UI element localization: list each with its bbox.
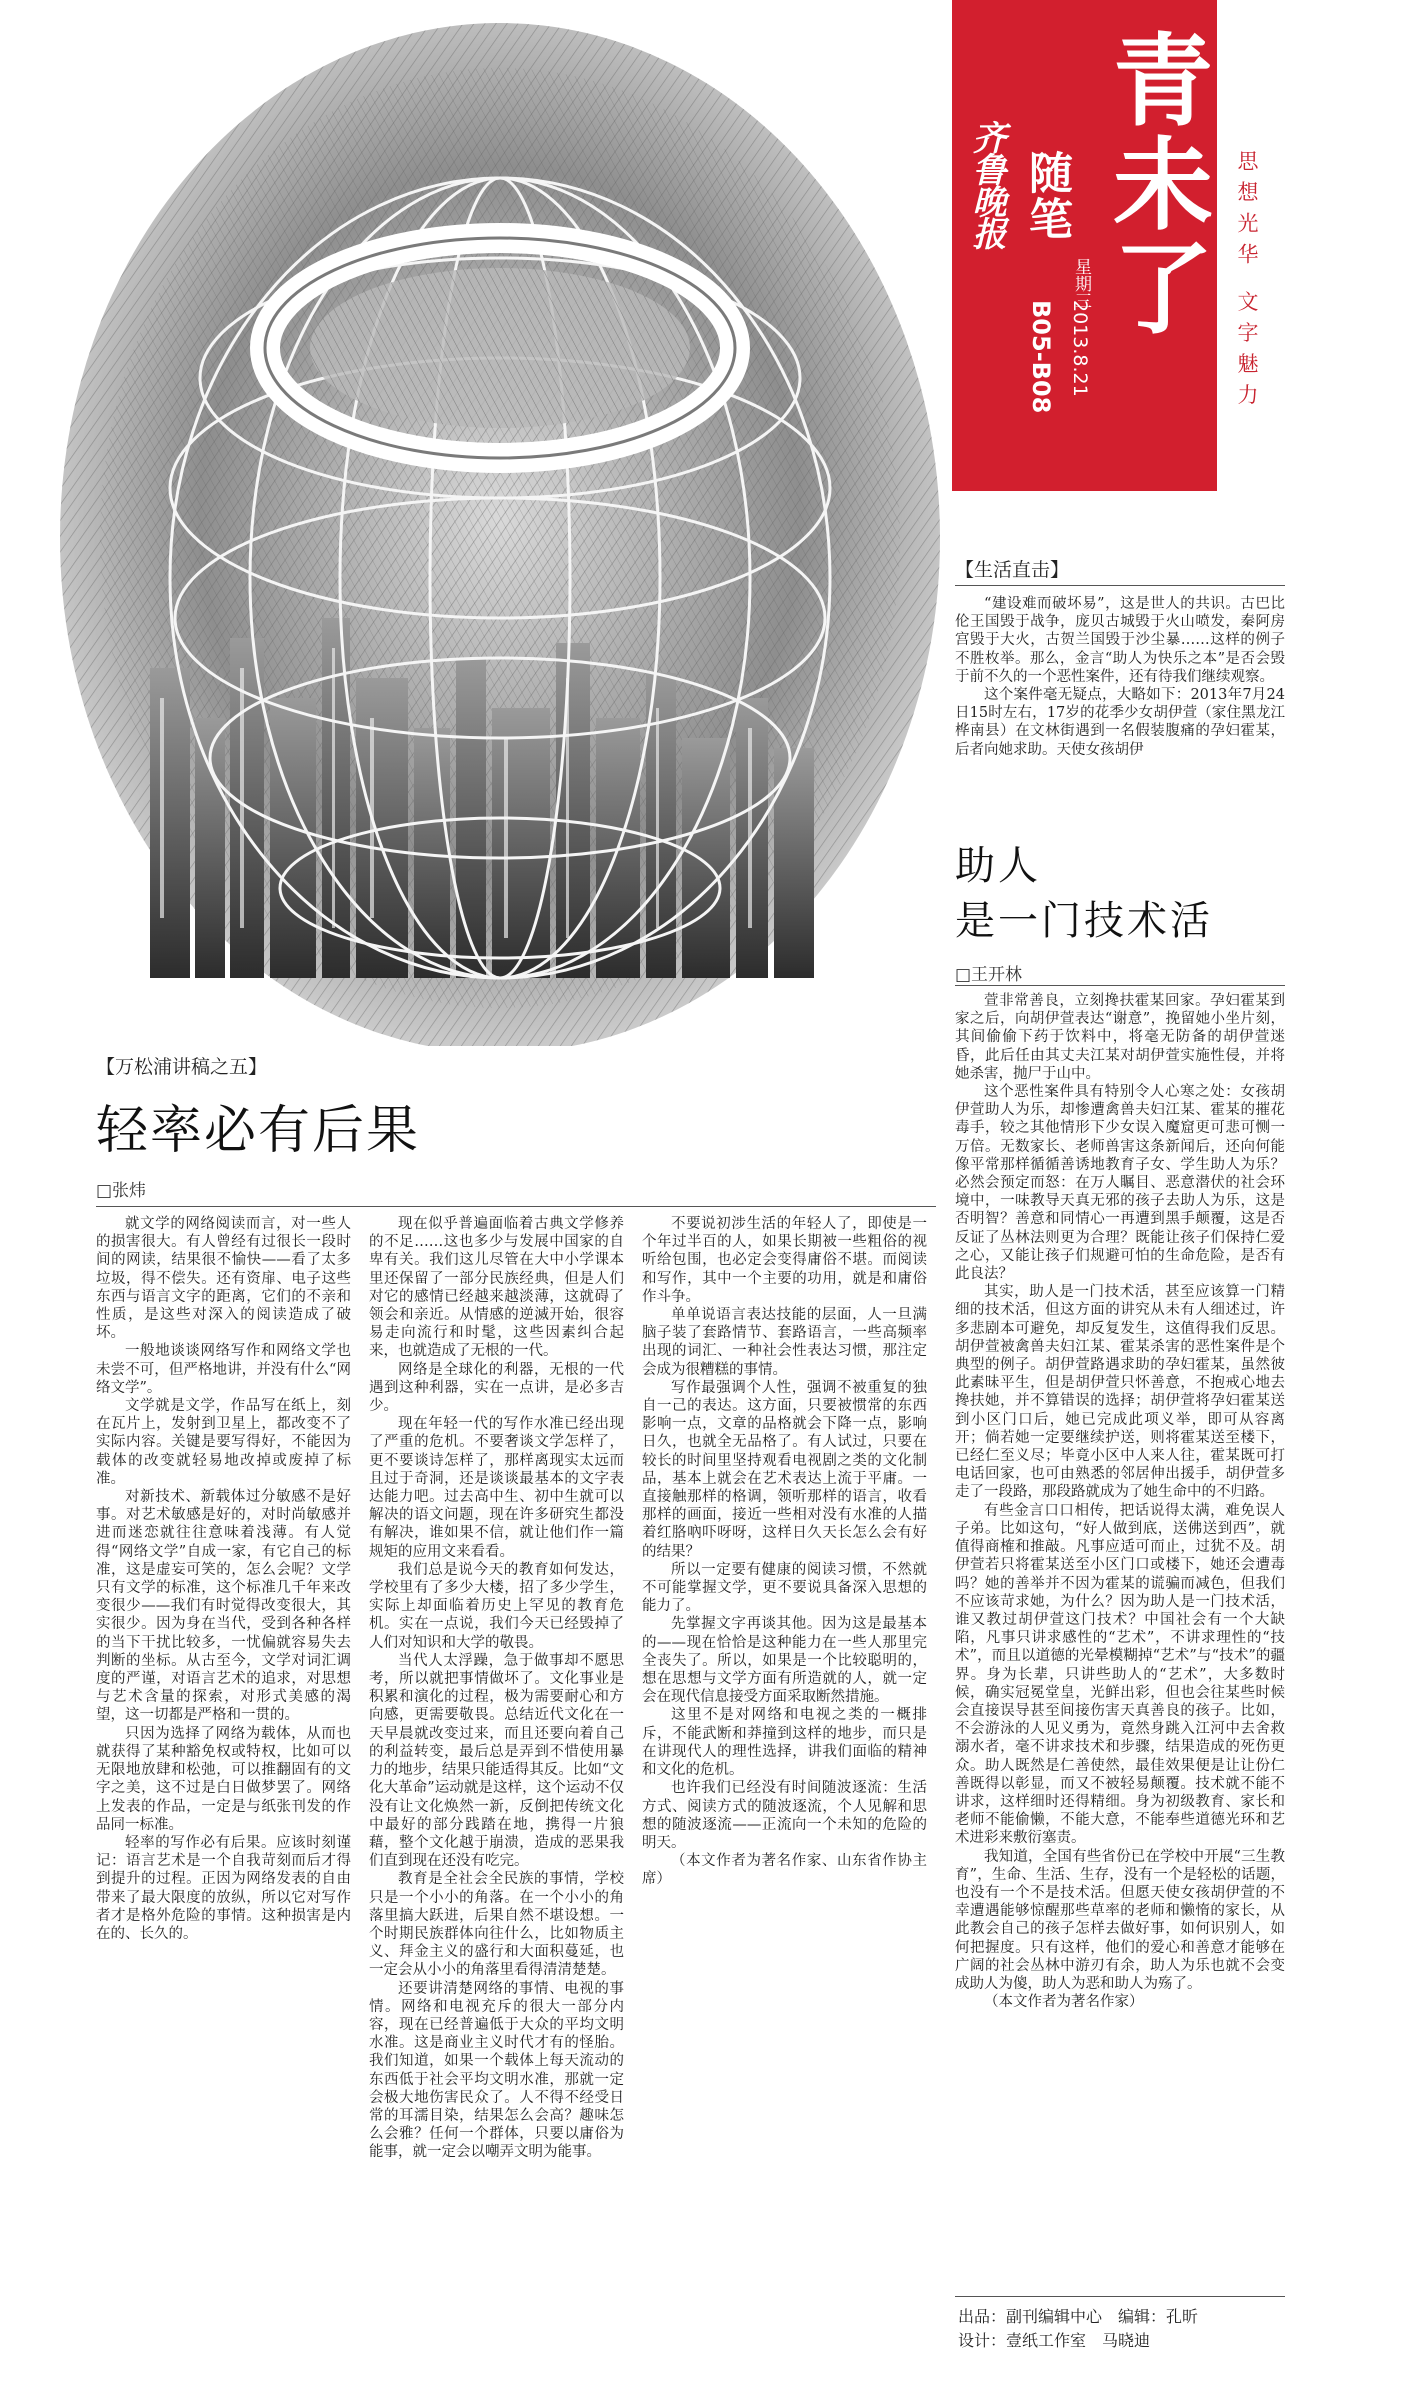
city-dome-illustration: [60, 18, 940, 1046]
credits: [958, 2305, 1198, 2353]
weekday: 星期三: [1071, 258, 1091, 309]
article1-paragraph: 轻率的写作必有后果。应该时刻谨记：语言艺术是一个自我苛刻而后才得到提升的过程。正因为网络发表的自由带来了最大限度的放纵，所以它对写作者才是格外危险的事情。这种损害是内在的、长久的。: [96, 1834, 351, 1942]
article1-paragraph: 也许我们已经没有时间随波逐流：生活方式、阅读方式的随波逐流，个人见解和思想的随波逐流——正流向一个未知的危险的明天。: [642, 1780, 927, 1851]
credits-producer-editor: 出品：副刊编辑中心 编辑：孔昕: [958, 2307, 1199, 2326]
article2-paragraph: 我知道，全国有些省份已在学校中开展“三生教育”，生命、生活、生存，没有一个是轻松的话题，也没有一个不是技术活。但愿天使女孩胡伊萱的不幸遭遇能够惊醒那些草率的老师和懒惰的家长，从此教会自己的孩子怎样去做好事，如何识别人，如何把握度。只有这样，他们的爱心和善意才能够在广阔的社会丛林中游刃有余，助人为乐也就不会变成助人为傻，助人为恶和助人为殇了。: [955, 1848, 1285, 1992]
article1-paragraph: 我们总是说今天的教育如何发达，学校里有了多少大楼，招了多少学生，实际上却面临着历史上罕见的教育危机。实在一点说，我们今天已经毁掉了人们对知识和大学的敬畏。: [369, 1561, 624, 1651]
article1-paragraph: 只因为选择了网络为载体，从而也就获得了某种豁免权或特权，比如可以无限地放肆和松弛，可以推翻固有的文字之美，这不过是白日做梦罢了。网络上发表的作品，一定是与纸张刊发的作品同一标准。: [96, 1725, 351, 1833]
article1-paragraph: （本文作者为著名作家、山东省作协主席）: [642, 1853, 927, 1888]
article2-body: [955, 992, 1285, 2270]
credits-design: 设计：壹纸工作室 马晓迪: [958, 2331, 1151, 2350]
article1-paragraph: 单单说语言表达技能的层面，人一旦满脑子装了套路情节、套路语言，一些高频率出现的词汇、一种社会性表达习惯，那注定会成为很糟糕的事情。: [642, 1307, 927, 1378]
page-range: B05-B08: [1027, 300, 1055, 414]
section-name: 随笔: [1021, 150, 1072, 242]
article2-headline-line1: 助人: [955, 843, 1041, 889]
masthead-title: 青未了: [1096, 28, 1213, 340]
article1-paragraph: 现在似乎普遍面临着古典文学修养的不足……这也多少与发展中国家的自卑有关。我们这儿尽管在大中小学课本里还保留了一部分民族经典，但是人们对它的感情已经越来越淡薄，这就碍了领会和亲近。从情感的逆滅开始，很容易走向流行和时髦，这些因素纠合起来，也就造成了无根的一代。: [369, 1216, 624, 1360]
article1-paragraph: 当代人太浮躁，急于做事却不愿思考，所以就把事情做坏了。文化事业是积累和演化的过程，极为需要耐心和方向感，更需要敬畏。总结近代文化在一天早晨就改变过来，而且还要向着自己的利益转变，最后总是弄到不惜使用暴力的地步，结果只能适得其反。比如“文化大革命”运动就是这样，这个运动不仅没有让文化焕然一新，反倒把传统文化中最好的部分践踏在地，携得一片狼藉，整个文化越于崩溃，造成的恶果我们直到现在还没有吃完。: [369, 1652, 624, 1870]
article1-paragraph: 还要讲清楚网络的事情、电视的事情。网络和电视充斥的很大一部分内容，现在已经普遍低于大众的平均文明水准。这是商业主义时代才有的怪胎。我们知道，如果一个载体上每天流动的东西低于社会平均文明水准，那就一定会极大地伤害民众了。人不得不经受日常的耳濡目染，结果怎么会高？趣味怎么会雅？任何一个群体，只要以庸俗为能事，就一定会以嘲弄文明为能事。: [369, 1980, 624, 2161]
article2-paragraph: “建设难而破坏易”，这是世人的共识。古巴比伦王国毁于战争，庞贝古城毁于火山喷发，秦阿房宫毁于大火，古贺兰国毁于沙尘暴……这样的例子不胜枚举。那么，金言“助人为快乐之本”是否会毁于前不久的一个恶性案件，还有待我们继续观察。: [955, 596, 1285, 685]
article1-paragraph: 对新技术、新载体过分敏感不是好事。对艺术敏感是好的，对时尚敏感并进而迷恋就往往意味着浅薄。有人觉得“网络文学”自成一家，有它自己的标准，这是虚妄可笑的，怎么会呢？文学只有文学的标准，这个标准几千年来改变很少——我们有时觉得改变很大，其实很少。因为身在当代，受到各种各样的当下干扰比较多，一忧偏就容易失去判断的坐标。从古至今，文学对词汇调度的严谨，对语言艺术的追求，对思想与艺术含量的探索，对形式美感的渴望，这一切都是严格和一贯的。: [96, 1489, 351, 1724]
article2-paragraph: 萱非常善良，立刻搀扶霍某回家。孕妇霍某到家之后，向胡伊萱表达“谢意”，挽留她小坐片刻，其间偷偷下药于饮料中，将毫无防备的胡伊萱迷昏，此后任由其丈夫江某对胡伊萱实施性侵，并将她杀害，抛尸于山中。: [955, 993, 1285, 1082]
article1-paragraph: 就文学的网络阅读而言，对一些人的损害很大。有人曾经有过很长一段时间的网读，结果很不愉快——看了太多垃圾，得不偿失。还有资扉、电子这些东西与语言文字的距离，它们的不亲和性质，是这些对深入的阅读造成了破坏。: [96, 1216, 351, 1342]
article1-paragraph: 所以一定要有健康的阅读习惯，不然就不可能掌握文学，更不要说具备深入思想的能力了。: [642, 1561, 927, 1615]
article2-paragraph: （本文作者为著名作家）: [984, 1994, 1144, 2011]
article2-byline: □王开林: [955, 965, 1023, 985]
article1-paragraph: 一般地谈谈网络写作和网络文学也未尝不可，但严格地讲，并没有什么“网络文学”。: [96, 1343, 351, 1396]
article1-paragraph: 这里不是对网络和电视之类的一概排斥，不能武断和莽撞到这样的地步，而只是在讲现代人的理性选择，讲我们面临的精神和文化的危机。: [642, 1707, 927, 1779]
publication-date: 2013.8.21: [1069, 300, 1091, 397]
article1-paragraph: 文学就是文学，作品写在纸上，刻在瓦片上，发射到卫星上，都改变不了实际内容。关键是要写得好，不能因为载体的改变就轻易地改掉或废掉了标准。: [96, 1398, 351, 1487]
article1-paragraph: 网络是全球化的利器，无根的一代遇到这种利器，实在一点讲，是必多吉少。: [369, 1361, 624, 1415]
article2-paragraph: 这个案件毫无疑点，大略如下：2013年7月24日15时左右，17岁的花季少女胡伊萱（家住黑龙江桦南县）在文林街遇到一名假装腹痛的孕妇霍某，后者向她求助。天使女孩胡伊: [955, 687, 1285, 758]
article2-divider: [955, 985, 1285, 986]
paper-name-logo: 齐鲁晚报: [966, 120, 1006, 248]
article1-paragraph: 先掌握文字再谈其他。因为这是最基本的——现在恰恰是这种能力在一些人那里完全丧失了。所以，如果是一个比较聪明的，想在思想与文学方面有所造就的人，就一定会在现代信息接受方面采取断然措施。: [642, 1616, 927, 1706]
article1-paragraph: 教育是全社会全民族的事情，学校只是一个小小的角落。在一个小小的角落里搞大跃进，后果自然不堪设想。一个时期民族群体向往什么，比如物质主义、拜金主义的盛行和大面积蔓延，也一定会从小小的角落里看得清清楚楚。: [369, 1871, 624, 1979]
article1-paragraph: 不要说初涉生活的年轻人了，即使是一个年过半百的人，如果长期被一些粗俗的视听给包围，也必定会变得庸俗不堪。而阅读和写作，其中一个主要的功用，就是和庸俗作斗争。: [642, 1216, 927, 1305]
article1-series-tag: 【万松浦讲稿之五】: [96, 1056, 268, 1078]
article2-paragraph: 这个恶性案件具有特别令人心寒之处：女孩胡伊萱助人为乐，却惨遭禽兽夫妇江某、霍某的摧花毒手，较之其他情形下少女误入魔窟更可悲可恻一万倍。无数家长、老师兽害这条新闻后，还向何能像平常那样循循善诱地教育子女、学生助人为乐？必然会预定而怒：在万人瞩目、恶意潜伏的社会环境中，一味教导天真无邪的孩子去助人为乐，这是否明智？善意和同情心一再遭到黑手颠覆，这是否反证了丛林法则更为合理？既能让孩子们保持仁爱之心，又能让孩子们规避可怕的生命危险，是否有此良法？: [955, 1084, 1285, 1283]
article2-tag: 【生活直击】: [955, 559, 1070, 581]
article1-paragraph: 写作最强调个人性，强调不被重复的独自一己的表达。这方面，只要被惯常的东西影响一点，文章的品格就会下降一点，影响日久，也就全无品格了。有人试过，只要在较长的时间里坚持观看电视剧之类的文化制品，基本上就会在艺术表达上流于平庸。一直接触那样的格调，领听那样的语言，收看那样的画面，接近一些相对没有水准的人描着红胳吶吓呀呀，这样日久天长怎么会有好的结果？: [642, 1379, 927, 1560]
article1-column-2: [369, 1215, 624, 2300]
article1-byline: □张炜: [96, 1181, 147, 1201]
article1-paragraph: 现在年轻一代的写作水准已经出现了严重的危机。不要奢谈文学怎样了，更不要谈诗怎样了，那样离现实太远而且过于奇洞，还是谈谈最基本的文字表达能力吧。过去高中生、初中生就可以解决的语文问题，现在许多研究生都没有解决，谁如果不信，就让他们作一篇规矩的应用文来看看。: [369, 1416, 624, 1560]
article2-paragraph: 其实，助人是一门技术活，甚至应该算一门精细的技术活，但这方面的讲究从未有人细述过，许多悲剧本可避免，却反复发生，这值得我们反思。胡伊萱被禽兽夫妇江某、霍某杀害的恶性案件是个典型的例子。胡伊萱路遇求助的孕妇霍某，虽然彼此素昧平生，但是胡伊萱只怀善意，不抱戒心地去搀扶她，并不算错误的选择；胡伊萱将孕妇霍某送到小区门口后，她已完成此项义举，即可从容离开；倘若她一定要继续护送，则将霍某送至楼下，已经仁至义尽；毕竟小区中人来人往，霍某既可打电话回家，也可由熟悉的邻居伸出援手，胡伊萱多走了一段路，那段路就成为了她生命中的不归路。: [955, 1284, 1285, 1501]
credits-divider: [955, 2296, 1285, 2297]
article1-headline: 轻率必有后果: [96, 1101, 421, 1161]
article2-headline-line2: 是一门技术活: [955, 898, 1213, 944]
article2-paragraph: 有些金言口口相传，把话说得太满，难免误人子弟。比如这句，“好人做到底，送佛送到西”，就值得商榷和推敲。凡事应适可而止，过犹不及。胡伊萱若只将霍某送至小区门口或楼下，她还会遭毒吗？她的善举并不因为霍某的谎骗而减色，但我们不应该苛求她，为什么？因为助人是一门技术活，谁又教过胡伊萱这门技术？中国社会有一个大缺陷，凡事只讲求感性的“艺术”，不讲求理性的“技术”，而且以道德的光晕模糊掉“艺术”与“技术”的疆界。身为长辈，只讲些助人的“艺术”，大多数时候，确实冠冕堂皇，光鲜出彩，但也会往某些时候会直接误导甚至间接伤害天真善良的孩子。比如，不会游泳的人见义勇为，竟然身跳入江河中去舍救溺水者，毫不讲求技术和步骤，结果造成的死伤更众。助人既然是仁善使然，最佳效果便是让让份仁善既得以彰显，而又不被轻易颠覆。技术就不能不讲求，这样细时还得精细。身为初级教育、家长和老师不能偷懒，不能大意，不能奉些道德光环和艺术进彩来敷衍塞责。: [955, 1502, 1285, 1847]
masthead: [952, 0, 1217, 491]
masthead-slogan: 思想光华 文字魅力: [1235, 150, 1259, 415]
article1-divider: [96, 1206, 936, 1207]
article1-column-3: [642, 1215, 927, 2300]
article2-intro: [955, 595, 1285, 820]
article1-column-1: [96, 1215, 351, 2300]
article2-top-divider: [955, 585, 1285, 586]
